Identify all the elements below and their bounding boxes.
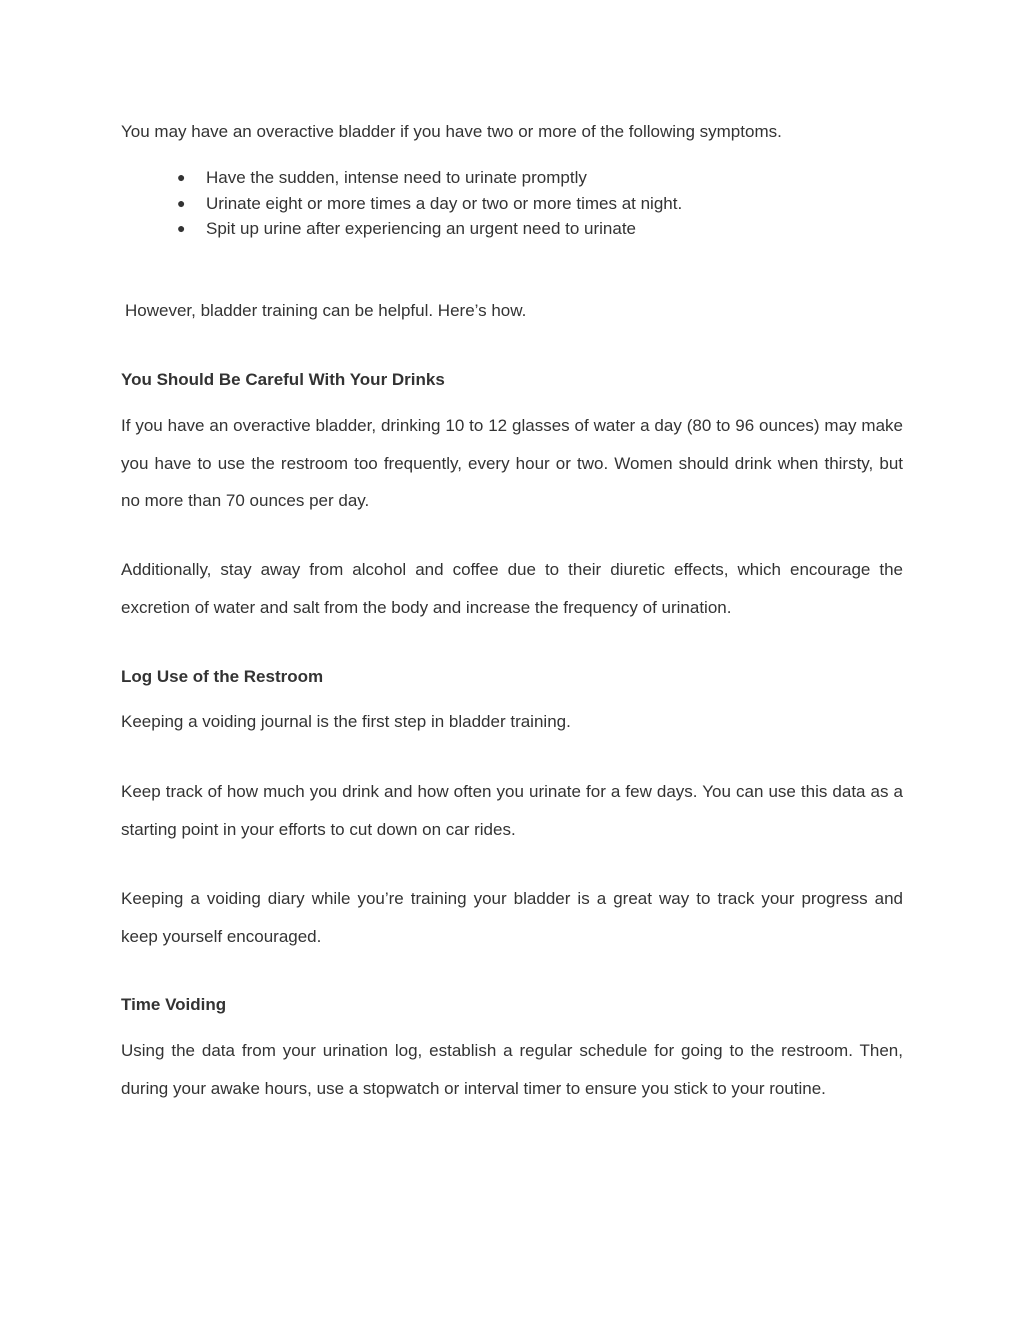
- intro-paragraph: You may have an overactive bladder if you have two or more of the following symptoms.: [121, 122, 782, 141]
- body-paragraph: Using the data from your urination log, establish a regular schedule for going to the restroom. Then, during your awake hours, use a stopwatch or interval timer to ensure you stick to your routine.: [121, 1041, 903, 1098]
- body-paragraph: If you have an overactive bladder, drinking 10 to 12 glasses of water a day (80 to 96 ounces) may make you have to use the restroom too frequently, every hour or two. Women should drink when thirsty, but no more than 70 ounces per day.: [121, 416, 903, 510]
- symptom-text: Spit up urine after experiencing an urgent need to urinate: [206, 219, 637, 238]
- bullet-icon: ●: [177, 220, 186, 236]
- body-paragraph: Additionally, stay away from alcohol and coffee due to their diuretic effects, which encourage the excretion of water and salt from the body and increase the frequency of urination.: [121, 560, 903, 617]
- bullet-icon: ●: [177, 194, 186, 211]
- list-item: [121, 165, 903, 191]
- list-item: [121, 216, 903, 242]
- symptom-text: Urinate eight or more times a day or two or more times at night.: [206, 193, 683, 213]
- bullet-icon: ●: [177, 169, 186, 185]
- section-heading: You Should Be Careful With Your Drinks: [121, 370, 445, 389]
- body-paragraph: Keeping a voiding diary while you’re training your bladder is a great way to track your progress and keep yourself encouraged.: [121, 889, 903, 946]
- symptom-list: [121, 165, 903, 242]
- body-paragraph: Keep track of how much you drink and how often you urinate for a few days. You can use this data as a starting point in your efforts to cut down on car rides.: [121, 782, 903, 839]
- symptom-text: Have the sudden, intense need to urinate promptly: [206, 168, 587, 187]
- howto-paragraph: However, bladder training can be helpful. Here’s how.: [125, 301, 527, 320]
- section-heading: Time Voiding: [121, 995, 227, 1014]
- list-item: [121, 191, 903, 217]
- body-paragraph: Keeping a voiding journal is the first step in bladder training.: [121, 712, 571, 731]
- section-heading: Log Use of the Restroom: [121, 667, 324, 686]
